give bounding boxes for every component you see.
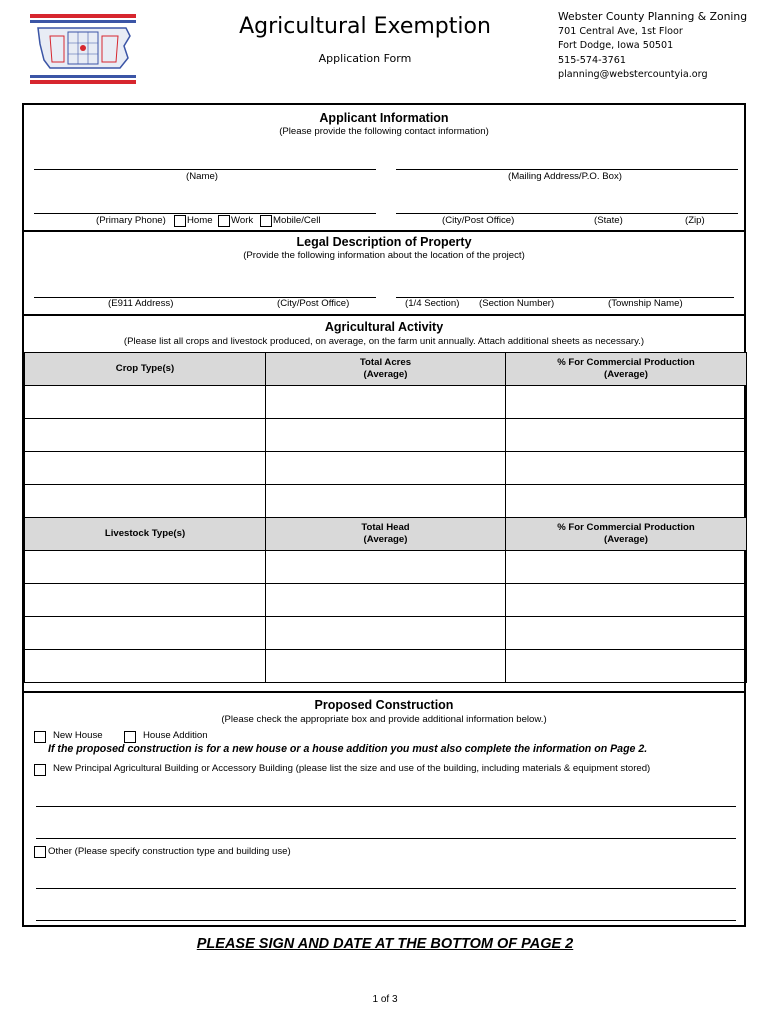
total-acres-header <box>266 353 506 386</box>
livestock-commercial-cell[interactable] <box>506 650 747 683</box>
new-house-note: If the proposed construction is for a new house or a house addition you must also complete the information on Page 2. <box>48 743 648 755</box>
phone-line[interactable] <box>34 213 376 214</box>
office-name: Webster County Planning & Zoning <box>558 10 748 23</box>
livestock-commercial-header-line2: (Average) <box>604 534 648 545</box>
total-head-header <box>266 518 506 551</box>
total-acres-header-line2: (Average) <box>363 369 408 380</box>
total-head-header-line2: (Average) <box>363 534 408 545</box>
other-description-line[interactable] <box>36 888 736 889</box>
building-description-line[interactable] <box>36 806 736 807</box>
office-street: 701 Central Ave, 1st Floor <box>558 25 683 37</box>
ag-building-checkbox[interactable] <box>34 764 46 776</box>
livestock-commercial-header <box>506 518 747 551</box>
crop-type-cell[interactable] <box>25 386 266 419</box>
other-checkbox[interactable] <box>34 846 46 858</box>
total-acres-header-line1: Total Acres <box>359 357 412 368</box>
city-state-zip-line[interactable] <box>396 213 738 214</box>
office-email: planning@webstercountyia.org <box>558 69 708 81</box>
office-city: Fort Dodge, Iowa 50501 <box>558 40 674 52</box>
table-row <box>25 551 747 584</box>
mailing-address-line[interactable] <box>396 169 738 170</box>
head-cell[interactable] <box>266 617 506 650</box>
total-head-header-line1: Total Head <box>361 522 410 533</box>
crop-type-header: Crop Type(s) <box>25 353 266 386</box>
head-cell[interactable] <box>266 650 506 683</box>
legal-section-title: Legal Description of Property <box>296 235 472 249</box>
quarter-section-label: (1/4 Section) <box>405 298 460 309</box>
crop-type-cell[interactable] <box>25 452 266 485</box>
crop-table <box>24 352 747 518</box>
section-divider <box>24 314 744 316</box>
work-checkbox[interactable] <box>218 215 230 227</box>
other-description-line[interactable] <box>36 920 736 921</box>
name-line[interactable] <box>34 169 376 170</box>
table-row <box>25 617 747 650</box>
livestock-table <box>24 517 747 683</box>
livestock-type-cell[interactable] <box>25 650 266 683</box>
crop-commercial-header-line1: % For Commercial Production <box>557 357 695 368</box>
section-divider <box>24 230 744 232</box>
livestock-type-cell[interactable] <box>25 584 266 617</box>
township-label: (Township Name) <box>608 298 683 309</box>
crop-commercial-header-line2: (Average) <box>604 369 648 380</box>
zip-label: (Zip) <box>685 215 705 226</box>
other-label: Other (Please specify construction type and building use) <box>48 846 291 857</box>
acres-cell[interactable] <box>266 452 506 485</box>
applicant-section-title: Applicant Information <box>319 111 449 125</box>
crop-commercial-cell[interactable] <box>506 386 747 419</box>
crop-commercial-cell[interactable] <box>506 485 747 518</box>
section-number-label: (Section Number) <box>479 298 555 309</box>
legal-city-label: (City/Post Office) <box>277 298 350 309</box>
head-cell[interactable] <box>266 584 506 617</box>
form-title: Agricultural Exemption <box>239 14 491 39</box>
crop-type-cell[interactable] <box>25 419 266 452</box>
home-checkbox[interactable] <box>174 215 186 227</box>
table-row <box>25 485 747 518</box>
agricultural-section-title: Agricultural Activity <box>324 320 444 334</box>
livestock-commercial-header-line1: % For Commercial Production <box>557 522 695 533</box>
phone-label: (Primary Phone) <box>96 215 166 226</box>
new-house-label: New House <box>53 730 103 741</box>
table-row <box>25 386 747 419</box>
home-label: Home <box>187 215 213 226</box>
table-row <box>25 419 747 452</box>
livestock-table-header <box>25 518 747 551</box>
house-addition-checkbox[interactable] <box>124 731 136 743</box>
name-label: (Name) <box>186 171 218 182</box>
livestock-type-cell[interactable] <box>25 551 266 584</box>
crop-type-cell[interactable] <box>25 485 266 518</box>
form-subtitle: Application Form <box>318 52 412 65</box>
crop-commercial-cell[interactable] <box>506 452 747 485</box>
building-description-line[interactable] <box>36 838 736 839</box>
table-row <box>25 650 747 683</box>
office-address-block <box>558 10 747 83</box>
livestock-commercial-cell[interactable] <box>506 617 747 650</box>
mobile-checkbox[interactable] <box>260 215 272 227</box>
page-number: 1 of 3 <box>372 994 398 1005</box>
state-label: (State) <box>594 215 623 226</box>
mobile-label: Mobile/Cell <box>273 215 321 226</box>
livestock-commercial-cell[interactable] <box>506 551 747 584</box>
construction-section-title: Proposed Construction <box>314 698 454 712</box>
acres-cell[interactable] <box>266 485 506 518</box>
table-row <box>25 584 747 617</box>
city-label: (City/Post Office) <box>442 215 515 226</box>
agricultural-section-subtitle: (Please list all crops and livestock produced, on average, on the farm unit annually. Attach additional sheets as necessary.) <box>123 336 645 347</box>
office-phone: 515-574-3761 <box>558 54 626 66</box>
livestock-type-header: Livestock Type(s) <box>25 518 266 551</box>
county-logo-image <box>30 14 136 84</box>
sign-notice: PLEASE SIGN AND DATE AT THE BOTTOM OF PAGE 2 <box>196 936 574 952</box>
section-divider <box>24 691 744 693</box>
legal-section-subtitle: (Provide the following information about the location of the project) <box>243 250 525 261</box>
e911-label: (E911 Address) <box>108 298 174 309</box>
head-cell[interactable] <box>266 551 506 584</box>
table-row <box>25 452 747 485</box>
crop-commercial-cell[interactable] <box>506 419 747 452</box>
applicant-section-subtitle: (Please provide the following contact information) <box>279 126 489 137</box>
construction-section-subtitle: (Please check the appropriate box and provide additional information below.) <box>221 714 547 725</box>
mailing-address-label: (Mailing Address/P.O. Box) <box>508 171 622 182</box>
new-house-checkbox[interactable] <box>34 731 46 743</box>
livestock-commercial-cell[interactable] <box>506 584 747 617</box>
ag-building-label: New Principal Agricultural Building or Accessory Building (please list the size and use of the building, including materials & equipment stored) <box>53 763 651 774</box>
crop-commercial-header <box>506 353 747 386</box>
house-addition-label: House Addition <box>143 730 208 741</box>
form-frame <box>22 103 746 927</box>
work-label: Work <box>231 215 254 226</box>
acres-cell[interactable] <box>266 419 506 452</box>
acres-cell[interactable] <box>266 386 506 419</box>
crop-table-header <box>25 353 747 386</box>
livestock-type-cell[interactable] <box>25 617 266 650</box>
